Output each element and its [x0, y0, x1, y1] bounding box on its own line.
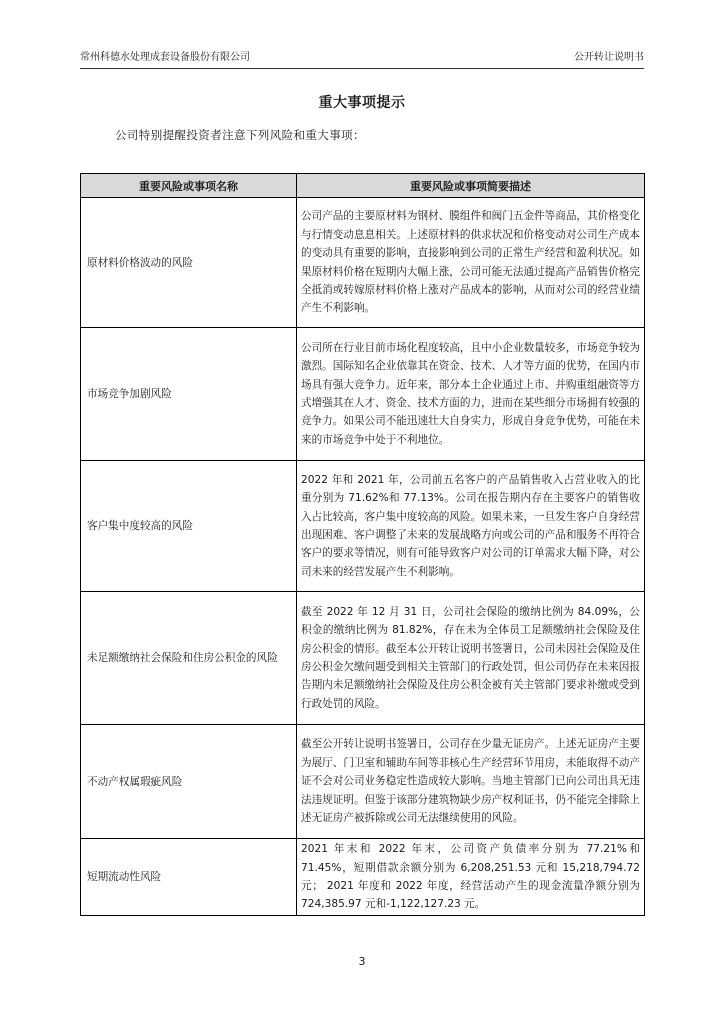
- column-header-description: 重要风险或事项简要描述: [297, 174, 645, 198]
- table-row: [81, 839, 645, 916]
- section-title: 重大事项提示: [318, 95, 406, 111]
- risk-name: 客户集中度较高的风险: [81, 461, 297, 592]
- table-row: [81, 725, 645, 839]
- intro-text: 公司特别提醒投资者注意下列风险和重大事项：: [115, 128, 365, 142]
- table-header-row: [81, 174, 645, 198]
- risk-description: 2022 年和 2021 年，公司前五名客户的产品销售收入占营业收入的比重分别为 71.62%和 77.13%。公司在报告期内存在主要客户的销售收入占比较高，客户集中度较高的风险。如果未来，一旦发生客户自身经营出现困难、客户调整了未来的发展战略方向或公司的产品和服务不再符合客户的要求等情况，则有可能导致客户对公司的订单需求大幅下降，对公司未来的经营发展产生不利影响。: [297, 461, 645, 592]
- header-document-type: 公开转让说明书: [574, 52, 644, 63]
- table-row: [81, 592, 645, 725]
- risk-name: 短期流动性风险: [81, 839, 297, 916]
- page-header: [80, 50, 644, 69]
- page-number: 3: [358, 955, 366, 968]
- table-row: [81, 328, 645, 461]
- header-company-name: 常州科德水处理成套设备股份有限公司: [80, 52, 250, 63]
- risk-description: 2021 年末和 2022 年末，公司资产负债率分别为 77.21%和 71.45%，短期借款余额分别为 6,208,251.53 元和 15,218,794.72 元； 2021 年度和 2022 年度，经营活动产生的现金流量净额分别为 724,385.97 元和-1,122,127.23 元。: [297, 839, 645, 916]
- table-row: [81, 461, 645, 592]
- risk-name: 未足额缴纳社会保险和住房公积金的风险: [81, 592, 297, 725]
- column-header-name: 重要风险或事项名称: [81, 174, 297, 198]
- risk-name: 原材料价格波动的风险: [81, 198, 297, 328]
- table-row: [81, 198, 645, 328]
- risk-description: 公司产品的主要原材料为钢材、膜组件和阀门五金件等商品，其价格变化与行情变动息息相关。上述原材料的供求状况和价格变动对公司生产成本的变动具有重要的影响，直接影响到公司的正常生产经营和盈利状况。如果原材料价格在短期内大幅上涨，公司可能无法通过提高产品销售价格完全抵消或转嫁原材料价格上涨对产品成本的影响，从而对公司的经营业绩产生不利影响。: [297, 198, 645, 328]
- risk-description: 公司所在行业目前市场化程度较高，且中小企业数量较多，市场竞争较为激烈。国际知名企业依靠其在资金、技术、人才等方面的优势，在国内市场具有强大竞争力。近年来，部分本土企业通过上市、并购重组融资等方式增强其在人才、资金、技术方面的力，进而在某些细分市场拥有较强的竞争力。如果公司不能迅速壮大自身实力，形成自身竞争优势，可能在未来的市场竞争中处于不利地位。: [297, 328, 645, 461]
- risk-table: [80, 173, 645, 916]
- risk-name: 市场竞争加剧风险: [81, 328, 297, 461]
- risk-description: 截至公开转让说明书签署日，公司存在少量无证房产。上述无证房产主要为展厅、门卫室和辅助车间等非核心生产经营环节用房，未能取得不动产证不会对公司业务稳定性造成较大影响。当地主管部门已向公司出具无违法违规证明。但鉴于该部分建筑物缺少房产权利证书，仍不能完全排除上述无证房产被拆除或公司无法继续使用的风险。: [297, 725, 645, 839]
- risk-name: 不动产权属瑕疵风险: [81, 725, 297, 839]
- risk-description: 截至 2022 年 12 月 31 日，公司社会保险的缴纳比例为 84.09%，公积金的缴纳比例为 81.82%，存在未为全体员工足额缴纳社会保险及住房公积金的情形。截至本公开转让说明书签署日，公司未因社会保险及住房公积金欠缴问题受到相关主管部门的行政处罚，但公司仍存在未来因报告期内未足额缴纳社会保险及住房公积金被有关主管部门要求补缴或受到行政处罚的风险。: [297, 592, 645, 725]
